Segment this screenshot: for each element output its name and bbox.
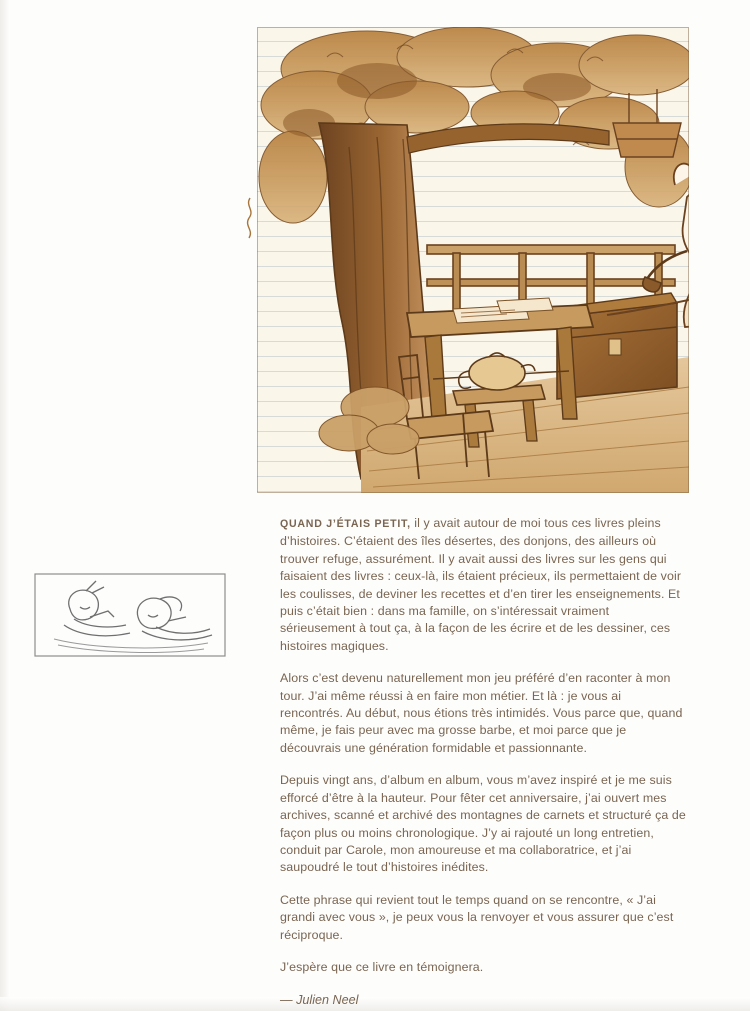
paragraph-4: Cette phrase qui revient tout le temps quand on se rencontre, « J’ai grandi avec vous », je peux vous la renvoyer et vous assurer que c’est réciproque.: [280, 892, 674, 942]
text-column: [280, 515, 687, 1007]
paragraph-1-rest: il y avait autour de moi tous ces livres pleins d’histoires. C’étaient des îles désertes, des donjons, des ailleurs où trouver refuge, assurément. Il y avait aussi des livres sur les gens qui faisaient des livres : ceux-là, ils étaient précieux, ils permettaient de voir les coulisses, de deviner les recettes et d’en tirer les enseignements. Et puis c’était bien : dans ma famille, on s’intéressait vraiment sérieusement à tout ça, à la façon de les écrire et de les dessiner, ces histoires magiques.: [280, 516, 682, 653]
main-illustration: [257, 27, 689, 493]
paragraph-1: [280, 515, 687, 655]
lead-caps: QUAND J’ÉTAIS PETIT,: [280, 518, 411, 530]
paragraph-5: J’espère que ce livre en témoignera.: [280, 959, 484, 974]
crayon-sketch-two-figures: [34, 573, 226, 657]
author-signature: — Julien Neel: [280, 993, 359, 1008]
paragraph-3: Depuis vingt ans, d’album en album, vous m’avez inspiré et je me suis efforcé d’être à la hauteur. Pour fêter cet anniversaire, j’ai ouvert mes archives, scanné et archivé des montagnes de carnets et structuré ça de façon plus ou moins chronologique. J’y ai rajouté un long entretien, conduit par Carole, mon amoureuse et ma collaboratrice, et j’ai saupoudré le tout d’histoires inédites.: [280, 773, 686, 875]
illustration-border: [257, 27, 689, 493]
paragraph-2: Alors c’est devenu naturellement mon jeu préféré d’en raconter à mon tour. J’ai même réussi à en faire mon métier. Et là : je vous ai rencontrés. Au début, nous étions très intimidés. Vous parce que, quand même, je fais peur avec ma grosse barbe, et moi parce que je découvrais une génération formidable et passionnante.: [280, 671, 683, 755]
page-edge-left: [0, 0, 10, 1011]
margin-pen-squiggle: [243, 196, 257, 240]
